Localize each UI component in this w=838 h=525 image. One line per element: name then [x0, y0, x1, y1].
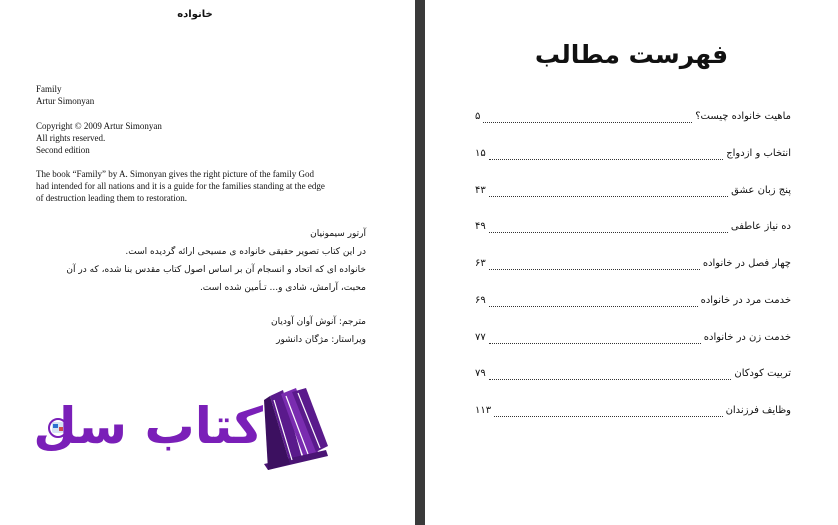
toc-item[interactable]: [475, 332, 791, 369]
toc-leader-dots: [489, 258, 700, 270]
book-gutter: [415, 0, 425, 525]
toc-title: فهرست مطالب: [534, 40, 729, 69]
english-title-block: [36, 83, 371, 107]
toc-leader-dots: [489, 221, 728, 233]
rights-line: All rights reserved.: [36, 133, 106, 143]
toc-item[interactable]: [475, 405, 791, 442]
editor-credit: ویراستار: مژگان دانشور: [276, 335, 366, 345]
toc-item-page: ۴۹: [475, 221, 486, 233]
description-line: of destruction leading them to restoration.: [36, 193, 187, 203]
left-page: [0, 0, 415, 525]
toc-item[interactable]: [475, 185, 791, 222]
running-head: خانواده: [177, 9, 213, 20]
toc-item-page: ۴۳: [475, 184, 486, 196]
toc-leader-dots: [489, 295, 698, 307]
toc-item-page: ۱۱۳: [475, 405, 492, 416]
publisher-logo: [33, 386, 330, 470]
copyright-block: [36, 120, 371, 156]
toc-item-label: پنج زبان عشق: [731, 184, 791, 196]
toc-item-page: ۷۷: [475, 331, 486, 343]
toc-item[interactable]: [475, 295, 791, 332]
toc-leader-dots: [489, 368, 732, 380]
description-line: The book “Family” by A. Simonyan gives the right picture of the family God: [36, 169, 314, 179]
translator-credit: مترجم: آنوش آوان آودیان: [271, 317, 366, 327]
toc-item[interactable]: [475, 258, 791, 295]
toc-item-label: خدمت زن در خانواده: [703, 331, 791, 343]
toc-item-label: خدمت مرد در خانواده: [700, 294, 791, 306]
description-line: had intended for all nations and it is a guide for the families standing at the edge: [36, 181, 325, 191]
toc-item-label: ده نیاز عاطفی: [730, 221, 791, 233]
toc-item-page: ۶۳: [475, 258, 486, 269]
toc-item-page: ۷۹: [475, 368, 486, 380]
toc-item[interactable]: [475, 148, 791, 185]
logo-text: کتاب سل: [33, 397, 263, 455]
edition-line: Second edition: [36, 145, 90, 155]
persian-line: خانواده ای که اتحاد و انسجام آن بر اساس اصول کتاب مقدس بنا شده، که در آن: [66, 265, 366, 275]
toc-leader-dots: [489, 332, 701, 344]
toc-item[interactable]: [475, 368, 791, 405]
toc-item-page: ۶۹: [475, 294, 486, 306]
toc-leader-dots: [489, 185, 728, 197]
toc-item[interactable]: [475, 111, 791, 148]
toc-item-label: ماهیت خانواده چیست؟: [695, 111, 791, 122]
persian-author: آرتور سیمونیان: [310, 229, 366, 239]
toc-item[interactable]: [475, 221, 791, 258]
toc-leader-dots: [483, 111, 692, 123]
english-author: Artur Simonyan: [36, 96, 95, 106]
persian-description: [36, 225, 366, 297]
persian-line: محبت، آرامش، شادی و... تـأمین شده است.: [199, 283, 366, 293]
english-description: [36, 168, 371, 204]
toc-item-label: انتخاب و ازدواج: [726, 147, 791, 159]
toc-item-page: ۵: [475, 111, 481, 122]
right-page: [425, 0, 838, 525]
copyright-line: Copyright © 2009 Artur Simonyan: [36, 121, 162, 131]
toc-item-label: وظایف فرزندان: [725, 405, 791, 416]
toc-item-page: ۱۵: [475, 147, 486, 159]
toc-leader-dots: [489, 148, 723, 160]
english-title: Family: [36, 84, 62, 94]
persian-line: در این کتاب تصویر حقیقی خانواده ی مسیحی ارائه گردیده است.: [125, 247, 366, 257]
toc-item-label: چهار فصل در خانواده: [702, 258, 791, 269]
credits-block: [36, 313, 366, 349]
toc-item-label: تربیت کودکان: [734, 368, 791, 380]
toc-leader-dots: [494, 405, 722, 417]
toc-list: [475, 111, 791, 442]
